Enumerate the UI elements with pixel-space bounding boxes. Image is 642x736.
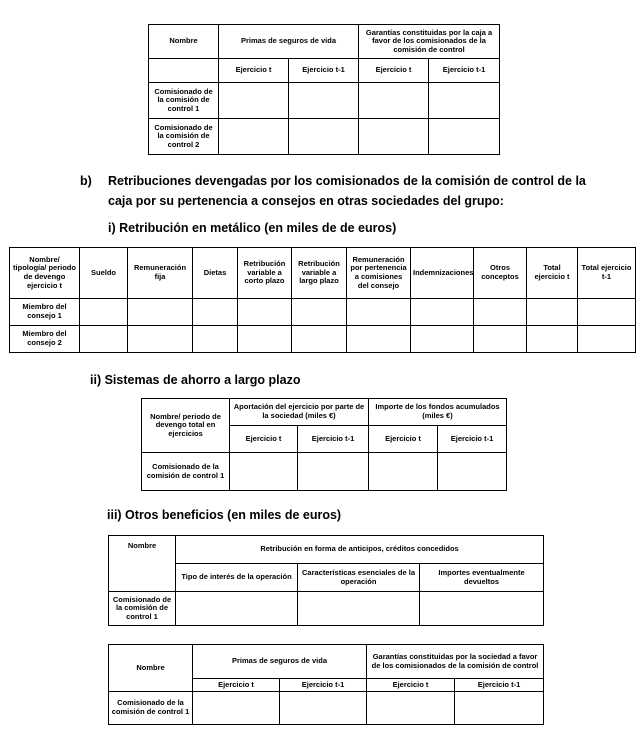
- header-nombre-periodo: Nombre/ periodo de devengo total en ejercicios: [142, 399, 230, 453]
- header-nombre: Nombre: [109, 645, 193, 692]
- row-label: Comisionado de la comisión de control 1: [142, 453, 230, 491]
- header-nombre: Nombre: [109, 536, 176, 592]
- header-ejercicio-t1: Ejercicio t-1: [298, 426, 369, 453]
- header-variable-corto: Retribución variable a corto plazo: [238, 248, 292, 299]
- life-insurance-table-caja: [148, 24, 500, 155]
- table-row: [10, 299, 636, 326]
- table-row: [109, 692, 544, 725]
- table-row: [149, 119, 500, 155]
- table-row: [10, 326, 636, 353]
- header-primas: Primas de seguros de vida: [193, 645, 367, 679]
- section-b-marker: b): [80, 174, 92, 188]
- cash-remuneration-table: [9, 247, 636, 353]
- section-b-line2: caja por su pertenencia a consejos en otras sociedades del grupo:: [108, 194, 504, 208]
- header-otros-conceptos: Otros conceptos: [474, 248, 527, 299]
- header-dietas: Dietas: [193, 248, 238, 299]
- header-ejercicio-t1: Ejercicio t-1: [455, 679, 544, 692]
- header-remuneracion-comisiones: Remuneración por pertenencia a comisiones del consejo: [347, 248, 411, 299]
- table-row: [149, 83, 500, 119]
- header-ejercicio-t: Ejercicio t: [369, 426, 438, 453]
- section-iii-title: iii) Otros beneficios (en miles de euros): [107, 508, 342, 522]
- header-caracteristicas: Características esenciales de la operación: [298, 564, 420, 592]
- header-aportacion: Aportación del ejercicio por parte de la sociedad (miles €): [230, 399, 369, 426]
- section-b-line1: Retribuciones devengadas por los comisionados de la comisión de control de la: [108, 174, 586, 188]
- header-nombre: Nombre/ tipología/ periodo de devengo ejercicio t: [10, 248, 80, 299]
- header-ejercicio-t1: Ejercicio t-1: [289, 59, 359, 83]
- advances-credits-table: [108, 535, 544, 626]
- header-variable-largo: Retribución variable a largo plazo: [292, 248, 347, 299]
- header-ejercicio-t1: Ejercicio t-1: [280, 679, 367, 692]
- life-insurance-table-sociedad: [108, 644, 544, 725]
- row-label: Comisionado de la comisión de control 2: [149, 119, 219, 155]
- header-total-t: Total ejercicio t: [527, 248, 578, 299]
- row-label: Comisionado de la comisión de control 1: [109, 592, 176, 626]
- header-retribucion-anticipos: Retribución en forma de anticipos, créditos concedidos: [176, 536, 544, 564]
- row-label: Comisionado de la comisión de control 1: [149, 83, 219, 119]
- header-importe-fondos: Importe de los fondos acumulados (miles €): [369, 399, 507, 426]
- section-ii-title: ii) Sistemas de ahorro a largo plazo: [90, 373, 301, 387]
- header-indemnizaciones: Indemnizaciones: [411, 248, 474, 299]
- header-ejercicio-t: Ejercicio t: [359, 59, 429, 83]
- header-importes-devueltos: Importes eventualmente devueltos: [420, 564, 544, 592]
- header-garantias: Garantías constituidas por la caja a favor de los comisionados de la comisión de control: [359, 25, 500, 59]
- header-nombre: Nombre: [149, 25, 219, 59]
- header-garantias: Garantías constituidas por la sociedad a favor de los comisionados de la comisión de control: [367, 645, 544, 679]
- header-total-t1: Total ejercicio t-1: [578, 248, 636, 299]
- header-sueldo: Sueldo: [80, 248, 128, 299]
- header-ejercicio-t1: Ejercicio t-1: [429, 59, 500, 83]
- header-ejercicio-t1: Ejercicio t-1: [438, 426, 507, 453]
- section-i-title: i) Retribución en metálico (en miles de de euros): [108, 221, 397, 235]
- table-row: [109, 592, 544, 626]
- header-ejercicio-t: Ejercicio t: [367, 679, 455, 692]
- row-label: Miembro del consejo 2: [10, 326, 80, 353]
- header-ejercicio-t: Ejercicio t: [219, 59, 289, 83]
- header-tipo-interes: Tipo de interés de la operación: [176, 564, 298, 592]
- header-remuneracion-fija: Remuneración fija: [128, 248, 193, 299]
- row-label: Comisionado de la comisión de control 1: [109, 692, 193, 725]
- table-row: [142, 453, 507, 491]
- empty-cell: [149, 59, 219, 83]
- header-ejercicio-t: Ejercicio t: [230, 426, 298, 453]
- row-label: Miembro del consejo 1: [10, 299, 80, 326]
- header-ejercicio-t: Ejercicio t: [193, 679, 280, 692]
- savings-systems-table: [141, 398, 507, 491]
- header-primas: Primas de seguros de vida: [219, 25, 359, 59]
